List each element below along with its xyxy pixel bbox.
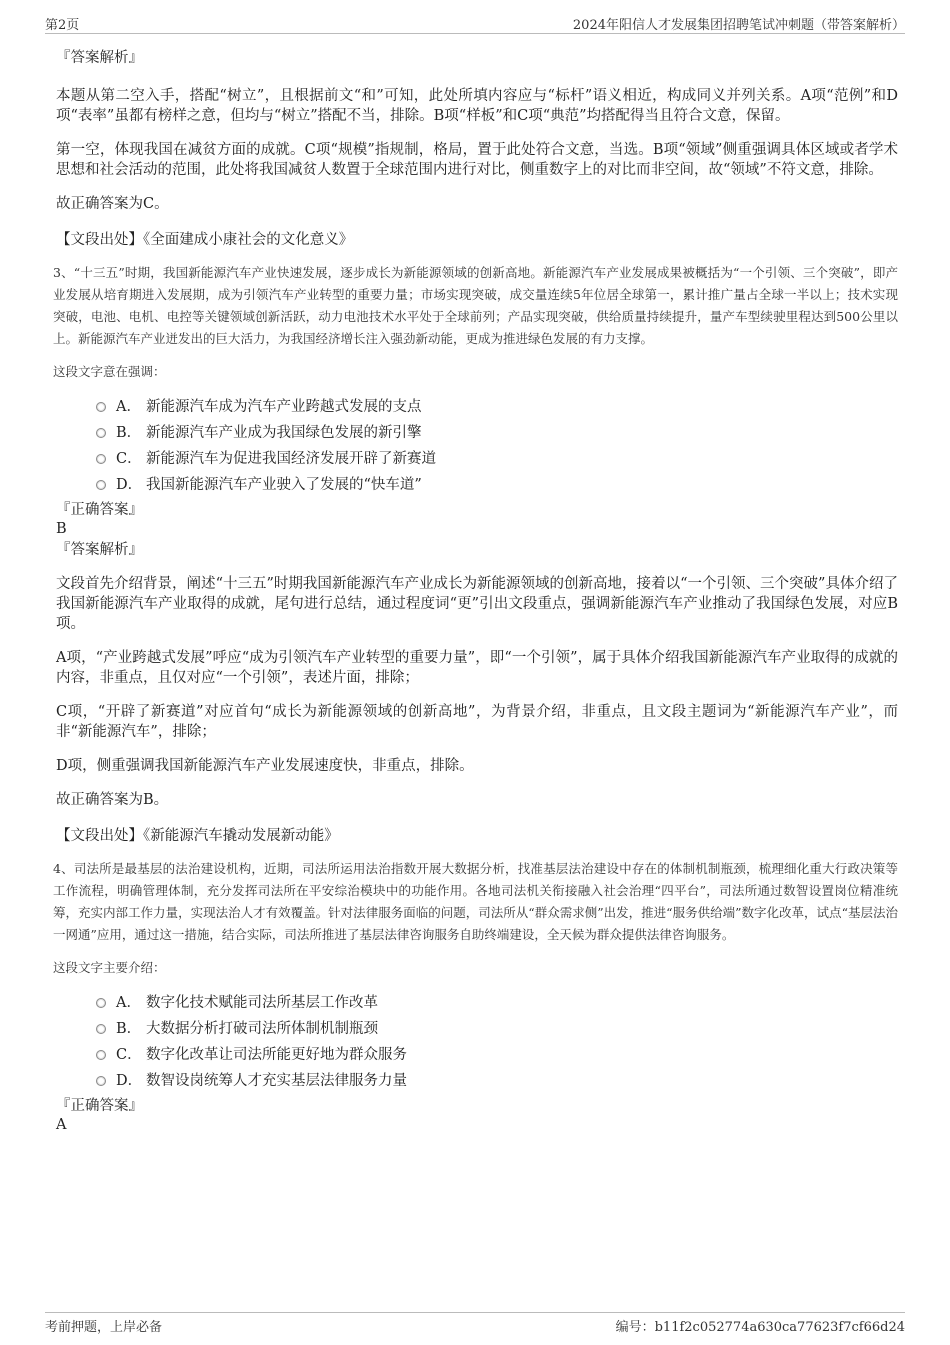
q4-options xyxy=(96,988,898,1092)
q3-source: 【文段出处】《新能源汽车撬动发展新动能》 xyxy=(56,828,339,844)
document-title: 2024年阳信人才发展集团招聘笔试冲刺题（带答案解析） xyxy=(572,18,905,33)
q3-analysis-para: C项，“开辟了新赛道”对应首句“成长为新能源领域的创新高地”，为背景介绍，非重点，且文段主题词为“新能源汽车产业”，而非“新能源汽车”，排除； xyxy=(56,704,898,740)
q4-prompt: 这段文字主要介绍： xyxy=(53,960,166,975)
q3-answer: B xyxy=(56,521,67,537)
q3-option-a[interactable]: A． 新能源汽车成为汽车产业跨越式发展的支点 xyxy=(96,392,898,418)
q3-option-d[interactable]: D． 我国新能源汽车产业驶入了发展的“快车道” xyxy=(96,470,898,496)
q3-answer-line: 故正确答案为B。 xyxy=(56,792,169,808)
main-content xyxy=(53,48,898,1134)
q4-option-b[interactable]: B． 大数据分析打破司法所体制机制瓶颈 xyxy=(96,1014,898,1040)
q4-option-d[interactable]: D． 数智设岗统筹人才充实基层法律服务力量 xyxy=(96,1066,898,1092)
radio-icon[interactable] xyxy=(96,402,106,412)
q4-answer-label: 『正确答案』 xyxy=(56,1098,143,1114)
q3-analysis-para: A项，“产业跨越式发展”呼应“成为引领汽车产业转型的重要力量”，即“一个引领”，属于具体介绍我国新能源汽车产业取得的成就的内容，非重点，且仅对应“一个引领”，表述片面，排除； xyxy=(56,650,898,686)
q3-options xyxy=(96,392,898,496)
page-number: 第2页 xyxy=(45,18,80,33)
radio-icon[interactable] xyxy=(96,480,106,490)
q3-answer-label: 『正确答案』 xyxy=(56,502,143,518)
q4-option-c[interactable]: C． 数字化改革让司法所能更好地为群众服务 xyxy=(96,1040,898,1066)
q4-option-a[interactable]: A． 数字化技术赋能司法所基层工作改革 xyxy=(96,988,898,1014)
document-id: 编号：b11f2c052774a630ca77623f7cf66d24 xyxy=(615,1320,905,1335)
page-footer xyxy=(45,1312,905,1335)
q3-question: 3、“十三五”时期，我国新能源汽车产业快速发展，逐步成长为新能源领域的创新高地。新能源汽车产业发展成果被概括为“一个引领、三个突破”，即产业发展从培育期进入发展期，成为引领汽车产业转型的重要力量；市场实现突破，成交量连续5年位居全球第一，累计推广量占全球一半以上；技术实现突破，电池、电机、电控等关键领域创新活跃，动力电池技术水平处于全球前列；产品实现突破，供给质量持续提升，量产车型续驶里程达到500公里以上。新能源汽车产业迸发出的巨大活力，为我国经济增长注入强劲新动能，更成为推进绿色发展的有力支撑。 xyxy=(53,265,898,346)
q3-analysis-para: 文段首先介绍背景，阐述“十三五”时期我国新能源汽车产业成长为新能源领域的创新高地，接着以“一个引领、三个突破”具体介绍了我国新能源汽车产业取得的成就，尾句进行总结，通过程度词“更”引出文段重点，强调新能源汽车产业推动了我国绿色发展，对应B项。 xyxy=(56,576,898,632)
radio-icon[interactable] xyxy=(96,1076,106,1086)
q3-analysis-para: D项，侧重强调我国新能源汽车产业发展速度快，非重点，排除。 xyxy=(56,758,474,774)
radio-icon[interactable] xyxy=(96,1050,106,1060)
q2-source: 【文段出处】《全面建成小康社会的文化意义》 xyxy=(56,232,354,248)
page-header xyxy=(45,14,905,34)
q2-analysis-para: 本题从第二空入手，搭配“树立”，且根据前文“和”可知，此处所填内容应与“标杆”语义相近，构成同义并列关系。A项“范例”和D项“表率”虽都有榜样之意，但均与“树立”搭配不当，排除。B项“样板”和C项“典范”均搭配得当且符合文意，保留。 xyxy=(56,88,898,124)
q3-prompt: 这段文字意在强调： xyxy=(53,364,166,379)
q2-analysis-label: 『答案解析』 xyxy=(56,50,143,66)
radio-icon[interactable] xyxy=(96,998,106,1008)
radio-icon[interactable] xyxy=(96,454,106,464)
radio-icon[interactable] xyxy=(96,428,106,438)
radio-icon[interactable] xyxy=(96,1024,106,1034)
q4-question: 4、司法所是最基层的法治建设机构，近期，司法所运用法治指数开展大数据分析，找准基层法治建设中存在的体制机制瓶颈，梳理细化重大行政决策等工作流程，明确管理体制，充分发挥司法所在平安综治模块中的功能作用。各地司法机关衔接融入社会治理“四平台”，司法所通过数智设置岗位精准统筹，充实内部工作力量，实现法治人才有效覆盖。针对法律服务面临的问题，司法所从“群众需求侧”出发，推进“服务供给端”数字化改革，试点“基层法治一网通”应用，通过这一措施，结合实际，司法所推进了基层法律咨询服务自助终端建设，全天候为群众提供法律咨询服务。 xyxy=(53,861,898,942)
q2-analysis-para: 第一空，体现我国在减贫方面的成就。C项“规模”指规制，格局，置于此处符合文意，当选。B项“领域”侧重强调具体区域或者学术思想和社会活动的范围，此处将我国减贫人数置于全球范围内进行对比，侧重数字上的对比而非空间，故“领域”不符文意，排除。 xyxy=(56,142,898,178)
q4-answer: A xyxy=(56,1117,67,1133)
q3-option-c[interactable]: C． 新能源汽车为促进我国经济发展开辟了新赛道 xyxy=(96,444,898,470)
footer-slogan: 考前押题，上岸必备 xyxy=(45,1320,163,1335)
q3-option-b[interactable]: B． 新能源汽车产业成为我国绿色发展的新引擎 xyxy=(96,418,898,444)
q2-answer-line: 故正确答案为C。 xyxy=(56,196,169,212)
q3-analysis-label: 『答案解析』 xyxy=(56,542,143,558)
